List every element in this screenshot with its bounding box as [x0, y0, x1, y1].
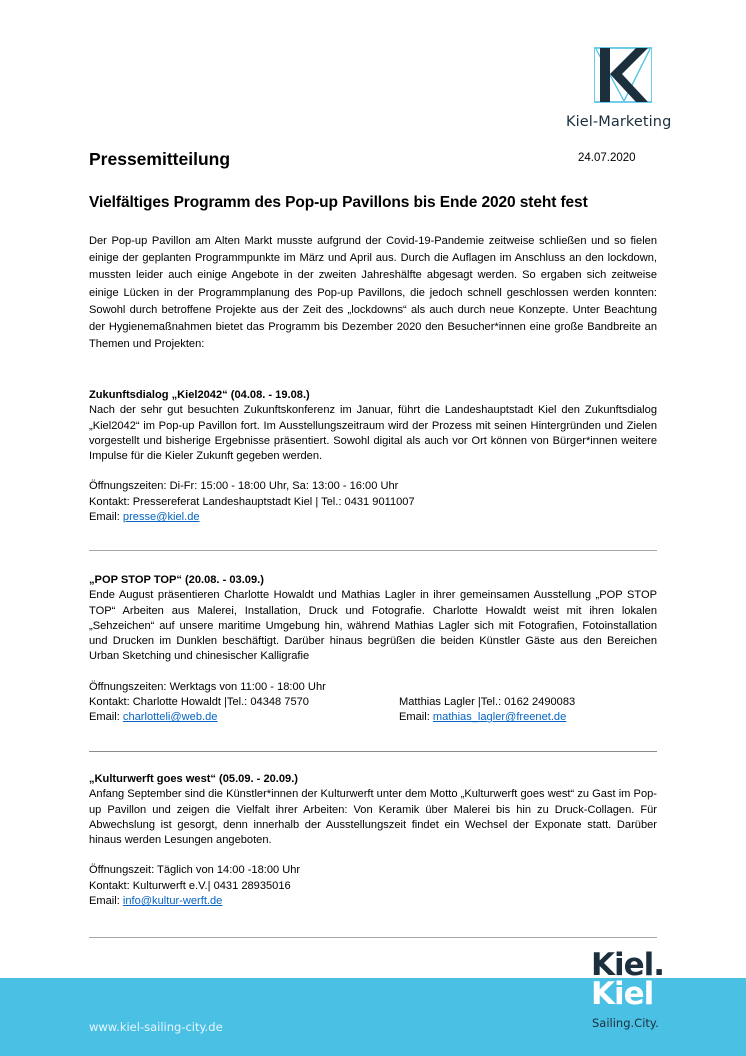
section-zukunftsdialog: [89, 388, 657, 525]
email-line: [89, 710, 399, 725]
email-line: [89, 510, 657, 525]
headline: Vielfältiges Programm des Pop-up Pavillons bis Ende 2020 steht fest: [89, 194, 588, 211]
logo-tagline: Sailing.City.: [592, 1016, 659, 1030]
email-link[interactable]: presse@kiel.de: [122, 511, 200, 524]
contact: Kontakt: Kulturwerft e.V.| 0431 28935016: [89, 879, 291, 892]
email-link[interactable]: info@kultur-werft.de: [122, 895, 223, 908]
section-title: Zukunftsdialog „Kiel2042“ (04.08. - 19.08.): [89, 389, 310, 401]
section-info: [89, 680, 657, 726]
email-label: Email:: [89, 711, 123, 724]
email-label: Email:: [89, 511, 123, 524]
section-info: [89, 863, 657, 909]
contact-columns: [89, 695, 657, 726]
contact-column-2: [399, 695, 575, 726]
section-info: [89, 479, 657, 525]
k-monogram-icon: [594, 44, 652, 106]
contact: Kontakt: Charlotte Howaldt |Tel.: 04348 7570: [89, 696, 309, 709]
section-divider: [89, 937, 657, 938]
section-title: „POP STOP TOP“ (20.08. - 03.09.): [89, 574, 264, 586]
section-body: Ende August präsentieren Charlotte Howaldt und Mathias Lagler in ihrer gemeinsamen Ausstellung „POP STOP TOP“ Arbeiten aus Malerei, Installation, Druck und Fotografie. Charlotte Howaldt weist mit ihren lokalen „Sehzeichen“ auf unsere maritime Umgebung hin, während Mathias Lagler sich mit Fotografien, Fotoinstallation und Drucken im Dunklen beschäftigt. Darüber hinaus begrüßen die beiden Künstler Gäste aus den Bereichen Urban Sketching und chinesischer Kalligrafie: [89, 589, 657, 663]
contact: Matthias Lagler |Tel.: 0162 2490083: [399, 696, 576, 709]
brand-name: Kiel-Marketing: [566, 114, 672, 130]
email-label: Email:: [399, 711, 433, 724]
opening-hours: Öffnungszeiten: Di-Fr: 15:00 - 18:00 Uhr, Sa: 13:00 - 16:00 Uhr: [89, 480, 399, 493]
kiel-marketing-logo: [565, 44, 685, 130]
footer-url: www.kiel-sailing-city.de: [89, 1020, 223, 1034]
email-label: Email:: [89, 895, 123, 908]
opening-hours: Öffnungszeit: Täglich von 14:00 -18:00 Uhr: [89, 864, 301, 877]
section-body: Anfang September sind die Künstler*innen der Kulturwerft unter dem Motto „Kulturwerft goes west“ zu Gast im Pop-up Pavillon und zeigen die Vielfalt ihrer Arbeiten: Von Keramik über Malerei bis hin zu Druck-Collagen. Für Abwechslung ist gesorgt, denn innerhalb der Ausstellungszeit findet ein Wechsel der Exponate statt. Darüber hinaus werden Lesungen angeboten.: [89, 788, 657, 847]
contact: Kontakt: Pressereferat Landeshauptstadt Kiel | Tel.: 0431 9011007: [89, 495, 415, 508]
section-body: Nach der sehr gut besuchten Zukunftskonferenz im Januar, führt die Landeshauptstadt Kiel den Zukunftsdialog „Kiel2042“ im Pop-up Pavillon fort. Im Ausstellungszeitraum wird der Prozess mit seinen Hintergründen und Zielen vorgestellt und bisherige Ergebnisse präsentiert. Sowohl digital als auch vor Ort können von Bürger*innen weitere Impulse für die Kieler Zukunft gegeben werden.: [89, 404, 657, 463]
section-kulturwerft: [89, 772, 657, 909]
email-link[interactable]: mathias_lagler@freenet.de: [432, 711, 567, 724]
email-link[interactable]: charlotteli@web.de: [122, 711, 218, 724]
email-line: [89, 894, 657, 909]
logo-wordmark-reflection: Kiel: [591, 976, 654, 1012]
logo-wordmark: Kiel.: [591, 947, 665, 983]
kiel-sailing-city-logo: [591, 947, 671, 1030]
page-title: Pressemitteilung: [89, 149, 231, 169]
section-title: „Kulturwerft goes west“ (05.09. - 20.09.): [89, 773, 298, 785]
contact-column-1: [89, 695, 399, 726]
section-pop-stop-top: [89, 573, 657, 726]
release-date: 24.07.2020: [578, 152, 636, 164]
section-divider: [89, 550, 657, 551]
intro-paragraph: Der Pop-up Pavillon am Alten Markt musste aufgrund der Covid-19-Pandemie zeitweise schließen und so fielen einige der geplanten Programmpunkte im März und April aus. Durch die Auflagen im Anschluss an den lockdown, mussten leider auch einige Angebote in der zweiten Jahreshälfte abgesagt werden. So ergaben sich zeitweise einige Lücken in der Programmplanung des Pop-up Pavillons, die jedoch schnell geschlossen werden konnten: Sowohl durch betroffene Projekte aus der Zeit des „lockdowns“ als auch durch neue Konzepte. Unter Beachtung der Hygienemaßnahmen bietet das Programm bis Dezember 2020 den Besucher*innen eine große Bandbreite an Themen und Projekten:: [89, 235, 657, 351]
section-divider: [89, 751, 657, 752]
email-line: [399, 710, 575, 725]
opening-hours: Öffnungszeiten: Werktags von 11:00 - 18:00 Uhr: [89, 680, 326, 693]
